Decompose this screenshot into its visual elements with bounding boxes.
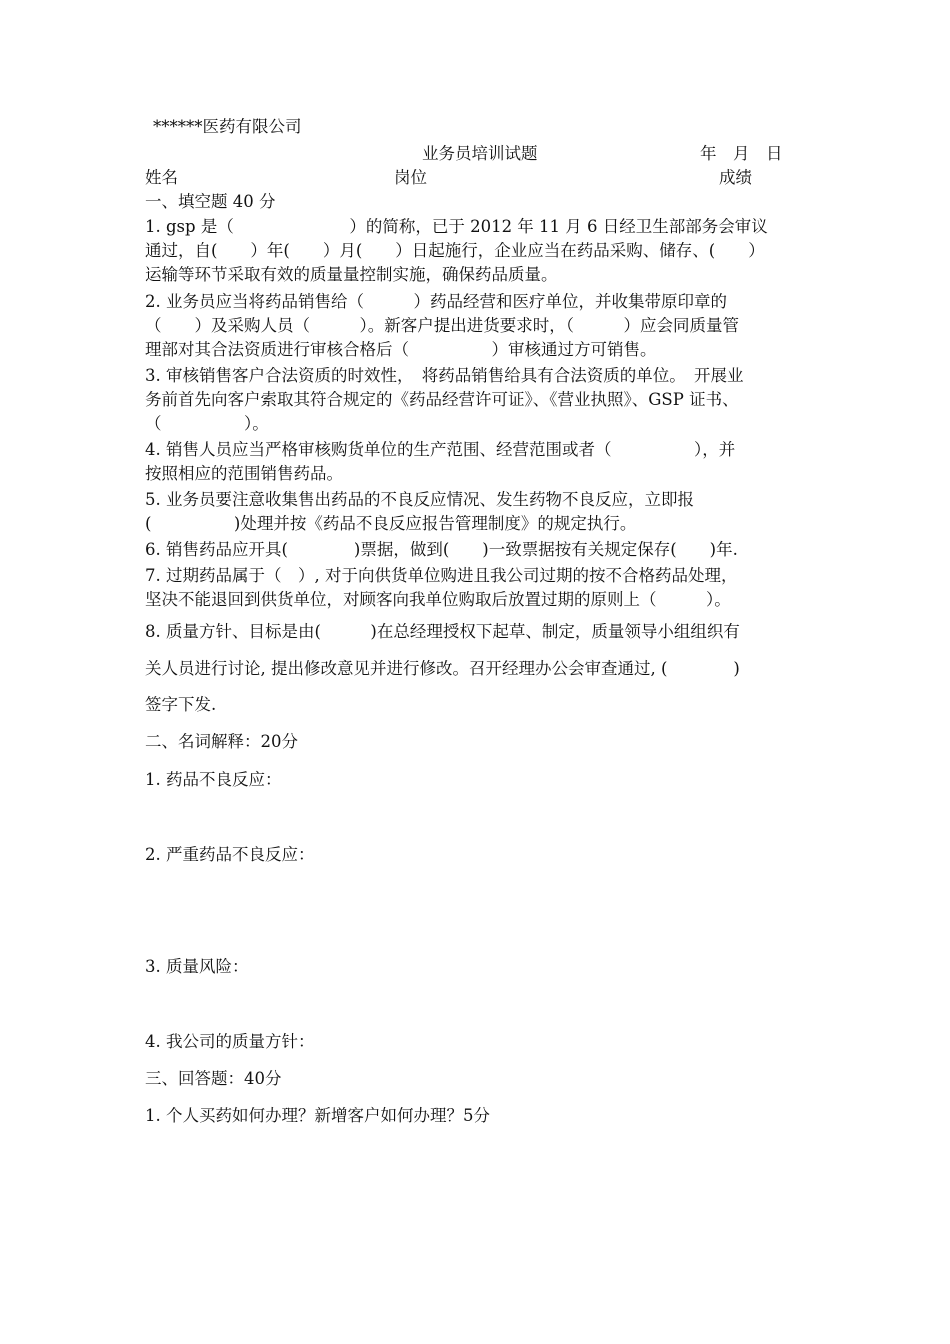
term-question: 2. 严重药品不良反应： bbox=[145, 845, 315, 864]
question-line: 运输等环节采取有效的质量量控制实施，确保药品质量。 bbox=[145, 265, 558, 284]
question-line: 关人员进行讨论, 提出修改意见并进行修改。召开经理办公会审查通过, ( ) bbox=[145, 659, 740, 678]
term-question: 1. 药品不良反应： bbox=[145, 770, 282, 789]
section-heading-fill-blank: 一、填空题 40 分 bbox=[145, 192, 276, 211]
section-heading-answers: 三、回答题：40分 bbox=[145, 1069, 282, 1088]
question-line: 签字下发. bbox=[145, 695, 217, 714]
question-line: （ ）及采购人员（ ）。新客户提出进货要求时，（ ）应会同质量管 bbox=[145, 316, 739, 335]
question-line: 3. 审核销售客户合法资质的时效性， 将药品销售给具有合法资质的单位。 开展业 bbox=[145, 366, 744, 385]
question-line: 5. 业务员要注意收集售出药品的不良反应情况、发生药物不良反应，立即报 bbox=[145, 490, 694, 509]
question-line: （ ）。 bbox=[145, 414, 269, 433]
company-name: ******医药有限公司 bbox=[153, 117, 302, 136]
answer-question: 1. 个人买药如何办理？新增客户如何办理？5分 bbox=[145, 1106, 490, 1125]
question-line: 4. 销售人员应当严格审核购货单位的生产范围、经营范围或者（ ），并 bbox=[145, 440, 736, 459]
name-label: 姓名 bbox=[145, 168, 178, 187]
question-line: ( )处理并按《药品不良反应报告管理制度》的规定执行。 bbox=[145, 514, 637, 533]
post-label: 岗位 bbox=[394, 168, 427, 187]
exam-title: 业务员培训试题 bbox=[422, 144, 538, 163]
question-line: 1. gsp 是（ ）的简称，已于 2012 年 11 月 6 日经卫生部部务会审议 bbox=[145, 217, 768, 236]
question-line: 2. 业务员应当将药品销售给（ ）药品经营和医疗单位，并收集带原印章的 bbox=[145, 292, 727, 311]
question-line: 通过，自( ）年( ）月( ）日起施行，企业应当在药品采购、储存、( ） bbox=[145, 241, 765, 260]
question-line: 务前首先向客户索取其符合规定的《药品经营许可证》、《营业执照》、GSP 证书、 bbox=[145, 390, 739, 409]
score-label: 成绩 bbox=[719, 168, 752, 187]
exam-date: 年 月 日 bbox=[700, 144, 783, 163]
question-line: 理部对其合法资质进行审核合格后（ ）审核通过方可销售。 bbox=[145, 340, 657, 359]
term-question: 3. 质量风险： bbox=[145, 957, 249, 976]
question-line: 坚决不能退回到供货单位，对顾客向我单位购取后放置过期的原则上（ ）。 bbox=[145, 590, 731, 609]
section-heading-terms: 二、名词解释：20分 bbox=[145, 732, 298, 751]
question-line: 7. 过期药品属于（ ）, 对于向供货单位购进且我公司过期的按不合格药品处理， bbox=[145, 566, 738, 585]
question-line: 按照相应的范围销售药品。 bbox=[145, 464, 343, 483]
question-line: 6. 销售药品应开具( )票据，做到( )一致票据按有关规定保存( )年. bbox=[145, 540, 738, 559]
term-question: 4. 我公司的质量方针： bbox=[145, 1032, 315, 1051]
question-line: 8. 质量方针、目标是由( )在总经理授权下起草、制定，质量领导小组组织有 bbox=[145, 622, 740, 641]
